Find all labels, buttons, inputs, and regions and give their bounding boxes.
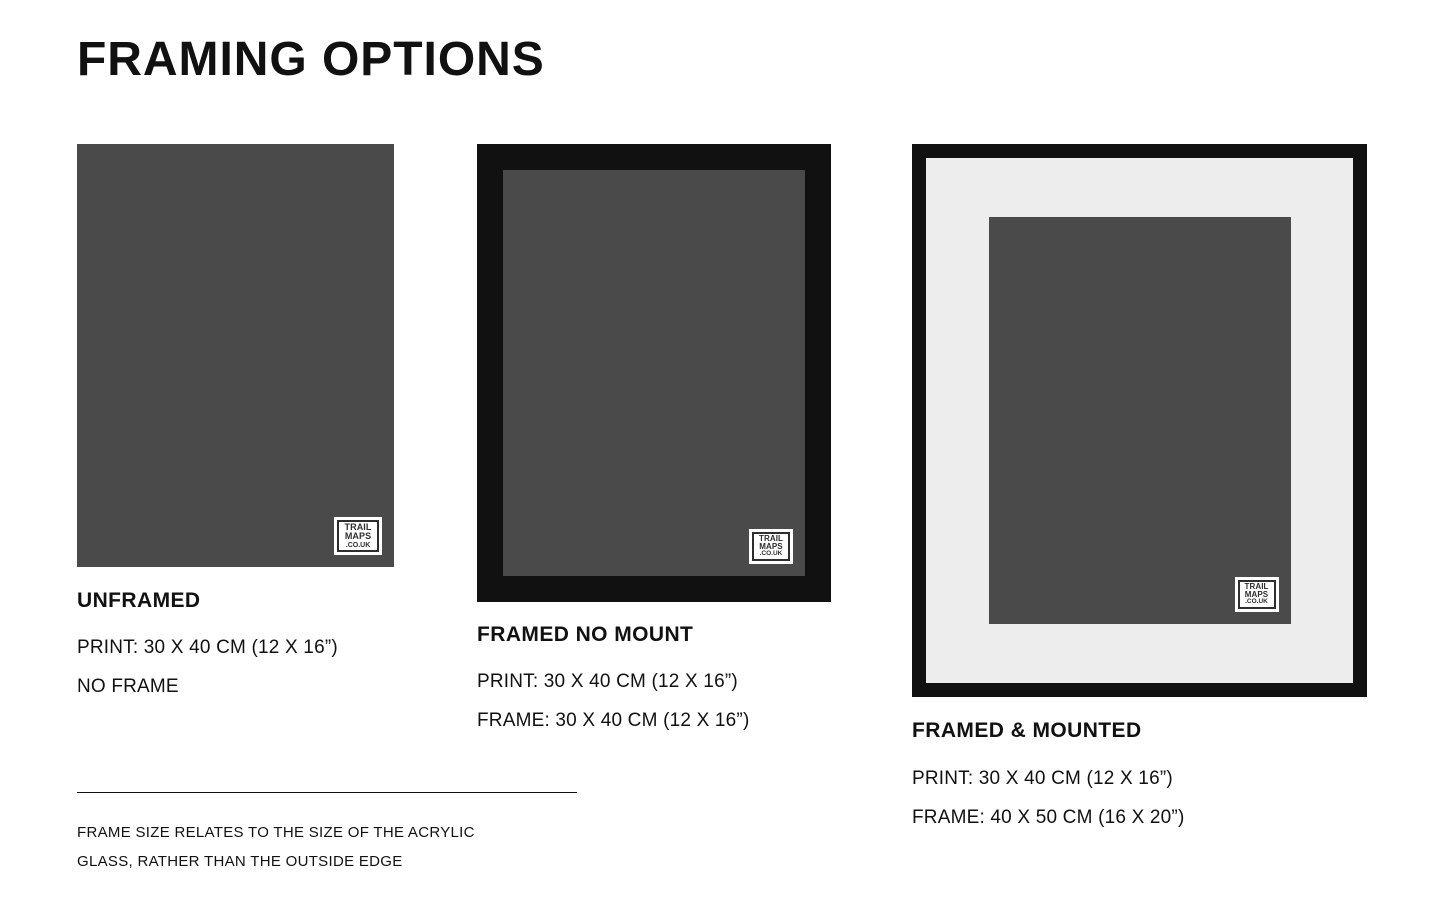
logo-line-3: .CO.UK [759,550,783,558]
footnote-line-2: GLASS, RATHER THAN THE OUTSIDE EDGE [77,853,403,871]
print-artwork-mounted [989,217,1291,624]
logo-line-1: TRAIL [759,534,783,544]
trailmaps-logo [1235,577,1279,612]
footnote [77,818,597,877]
logo-line-3: .CO.UK [1245,598,1268,606]
logo-line-2: MAPS [1244,590,1269,600]
caption-framed-and-mounted [912,719,1367,829]
caption-line-frame-unframed: NO FRAME [77,676,179,697]
mount-board [926,158,1353,683]
caption-title-unframed: UNFRAMED [77,589,201,612]
logo-line-3: .CO.UK [345,541,371,549]
frame-border-no-mount [477,144,831,602]
page-title: FRAMING OPTIONS [77,33,545,86]
logo-line-1: TRAIL [344,522,372,533]
caption-title-framed-no-mount: FRAMED NO MOUNT [477,623,694,646]
caption-title-framed-and-mounted: FRAMED & MOUNTED [912,719,1142,742]
caption-line-print-no-mount: PRINT: 30 X 40 CM (12 X 16”) [477,671,738,692]
print-artwork-no-mount [503,170,805,576]
logo-line-1: TRAIL [1244,582,1269,592]
caption-line-frame-mounted: FRAME: 40 X 50 CM (16 X 20”) [912,807,1185,828]
logo-line-2: MAPS [344,531,372,542]
option-unframed [77,144,394,698]
logo-line-2: MAPS [759,542,783,552]
caption-line-print-unframed: PRINT: 30 X 40 CM (12 X 16”) [77,637,338,658]
caption-framed-no-mount [477,623,831,732]
option-framed-no-mount [477,144,831,732]
print-artwork-unframed [77,144,394,567]
caption-unframed [77,589,394,698]
footnote-divider [77,792,577,793]
caption-line-print-mounted: PRINT: 30 X 40 CM (12 X 16”) [912,768,1173,789]
caption-line-frame-no-mount: FRAME: 30 X 40 CM (12 X 16”) [477,710,750,731]
footnote-line-1: FRAME SIZE RELATES TO THE SIZE OF THE ACRYLIC [77,824,475,841]
trailmaps-logo [749,529,793,564]
option-framed-and-mounted [912,144,1367,829]
trailmaps-logo [334,517,382,555]
frame-border-mounted [912,144,1367,697]
